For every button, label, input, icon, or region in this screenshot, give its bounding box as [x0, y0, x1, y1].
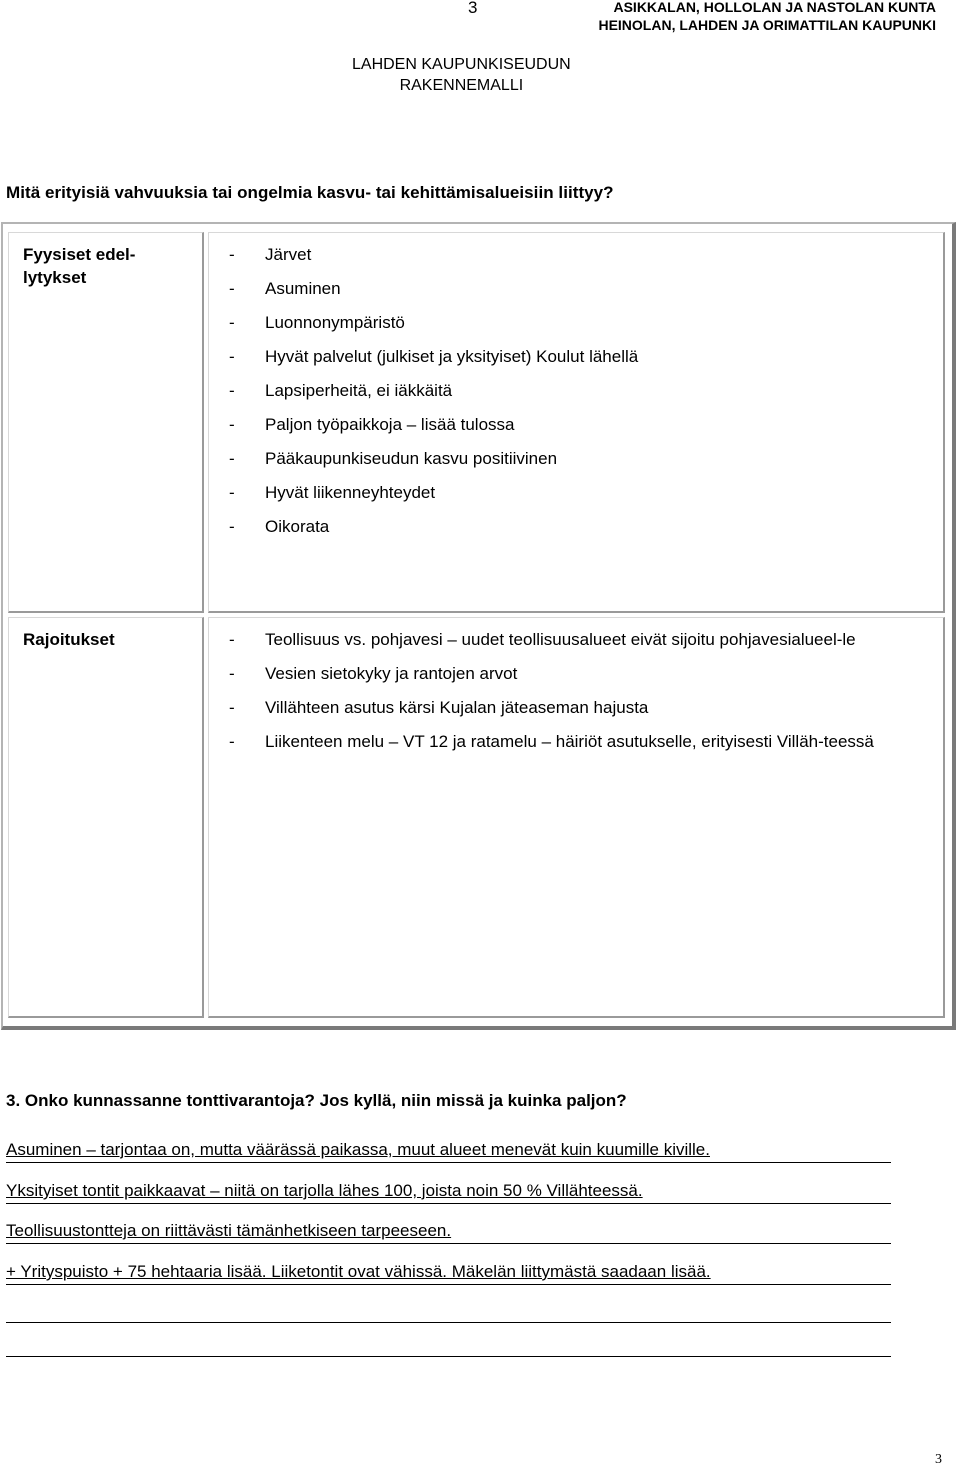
document-header-left: [352, 54, 571, 96]
list-item: - Liikenteen melu – VT 12 ja ratamelu – häiriöt asutukselle, erityisesti Villäh-teessä: [229, 732, 874, 751]
list-item: - Villähteen asutus kärsi Kujalan jäteaseman hajusta: [229, 698, 649, 717]
document-header-right: [516, 0, 936, 34]
list-item: - Luonnonympäristö: [229, 313, 405, 332]
dash-bullet: -: [229, 415, 235, 434]
dash-bullet: -: [229, 630, 235, 649]
dash-bullet: -: [229, 313, 235, 332]
dash-bullet: -: [229, 347, 235, 366]
dash-bullet: -: [229, 664, 235, 683]
list-item: - Asuminen: [229, 279, 341, 298]
header-municipalities-line2: HEINOLAN, LAHDEN JA ORIMATTILAN KAUPUNKI: [598, 17, 936, 33]
dash-bullet: -: [229, 698, 235, 717]
row-label-line1: Fyysiset edel-: [23, 245, 136, 264]
row-content-physical-conditions: [208, 232, 945, 613]
row-label-physical-conditions: [8, 232, 204, 613]
list-item: - Järvet: [229, 245, 312, 264]
row-label-restrictions: [8, 617, 204, 1018]
header-project-line2: RAKENNEMALLI: [399, 77, 524, 94]
header-project-line1: LAHDEN KAUPUNKISEUDUN: [352, 56, 571, 73]
footer-page-number: 3: [935, 1452, 942, 1467]
list-item: - Vesien sietokyky ja rantojen arvot: [229, 664, 518, 683]
answer-line: [6, 1300, 891, 1323]
list-item: - Hyvät palvelut (julkiset ja yksityiset) Koulut lähellä: [229, 347, 639, 366]
answer-line: [6, 1262, 891, 1285]
list-item: - Hyvät liikenneyhteydet: [229, 483, 436, 502]
answer-line: [6, 1181, 891, 1204]
answer-text: Asuminen – tarjontaa on, mutta väärässä paikassa, muut alueet menevät kuin kuumille kiville.: [6, 1140, 710, 1159]
dash-bullet: -: [229, 381, 235, 400]
answer-line: [6, 1334, 891, 1357]
list-restrictions: [229, 628, 931, 753]
answer-line: [6, 1221, 891, 1244]
row-content-restrictions: [208, 617, 945, 1018]
answer-text: Teollisuustontteja on riittävästi tämänhetkiseen tarpeeseen.: [6, 1221, 452, 1240]
list-item: - Oikorata: [229, 517, 330, 536]
list-item: - Pääkaupunkiseudun kasvu positiivinen: [229, 449, 558, 468]
dash-bullet: -: [229, 245, 235, 264]
list-item: - Lapsiperheitä, ei iäkkäitä: [229, 381, 453, 400]
question-heading: Mitä erityisiä vahvuuksia tai ongelmia kasvu- tai kehittämisalueisiin liittyy?: [6, 183, 614, 202]
list-physical-conditions: [229, 243, 931, 538]
section3-heading: 3. Onko kunnassanne tonttivarantoja? Jos kyllä, niin missä ja kuinka paljon?: [6, 1091, 627, 1110]
row-label-line2: lytykset: [23, 268, 87, 287]
dash-bullet: -: [229, 732, 235, 751]
dash-bullet: -: [229, 279, 235, 298]
row-label-line1: Rajoitukset: [23, 630, 115, 649]
page-number: 3: [468, 0, 478, 17]
answer-text: + Yrityspuisto + 75 hehtaaria lisää. Liiketontit ovat vähissä. Mäkelän liittymästä saadaan lisää.: [6, 1262, 711, 1281]
dash-bullet: -: [229, 483, 235, 502]
list-item: - Teollisuus vs. pohjavesi – uudet teollisuusalueet eivät sijoitu pohjavesialueel-le: [229, 630, 856, 649]
dash-bullet: -: [229, 517, 235, 536]
answer-line: [6, 1140, 891, 1163]
header-municipalities-line1: ASIKKALAN, HOLLOLAN JA NASTOLAN KUNTA: [613, 0, 936, 15]
answer-text: Yksityiset tontit paikkaavat – niitä on tarjolla lähes 100, joista noin 50 % Villähteessä.: [6, 1181, 643, 1200]
dash-bullet: -: [229, 449, 235, 468]
list-item: - Paljon työpaikkoja – lisää tulossa: [229, 415, 515, 434]
